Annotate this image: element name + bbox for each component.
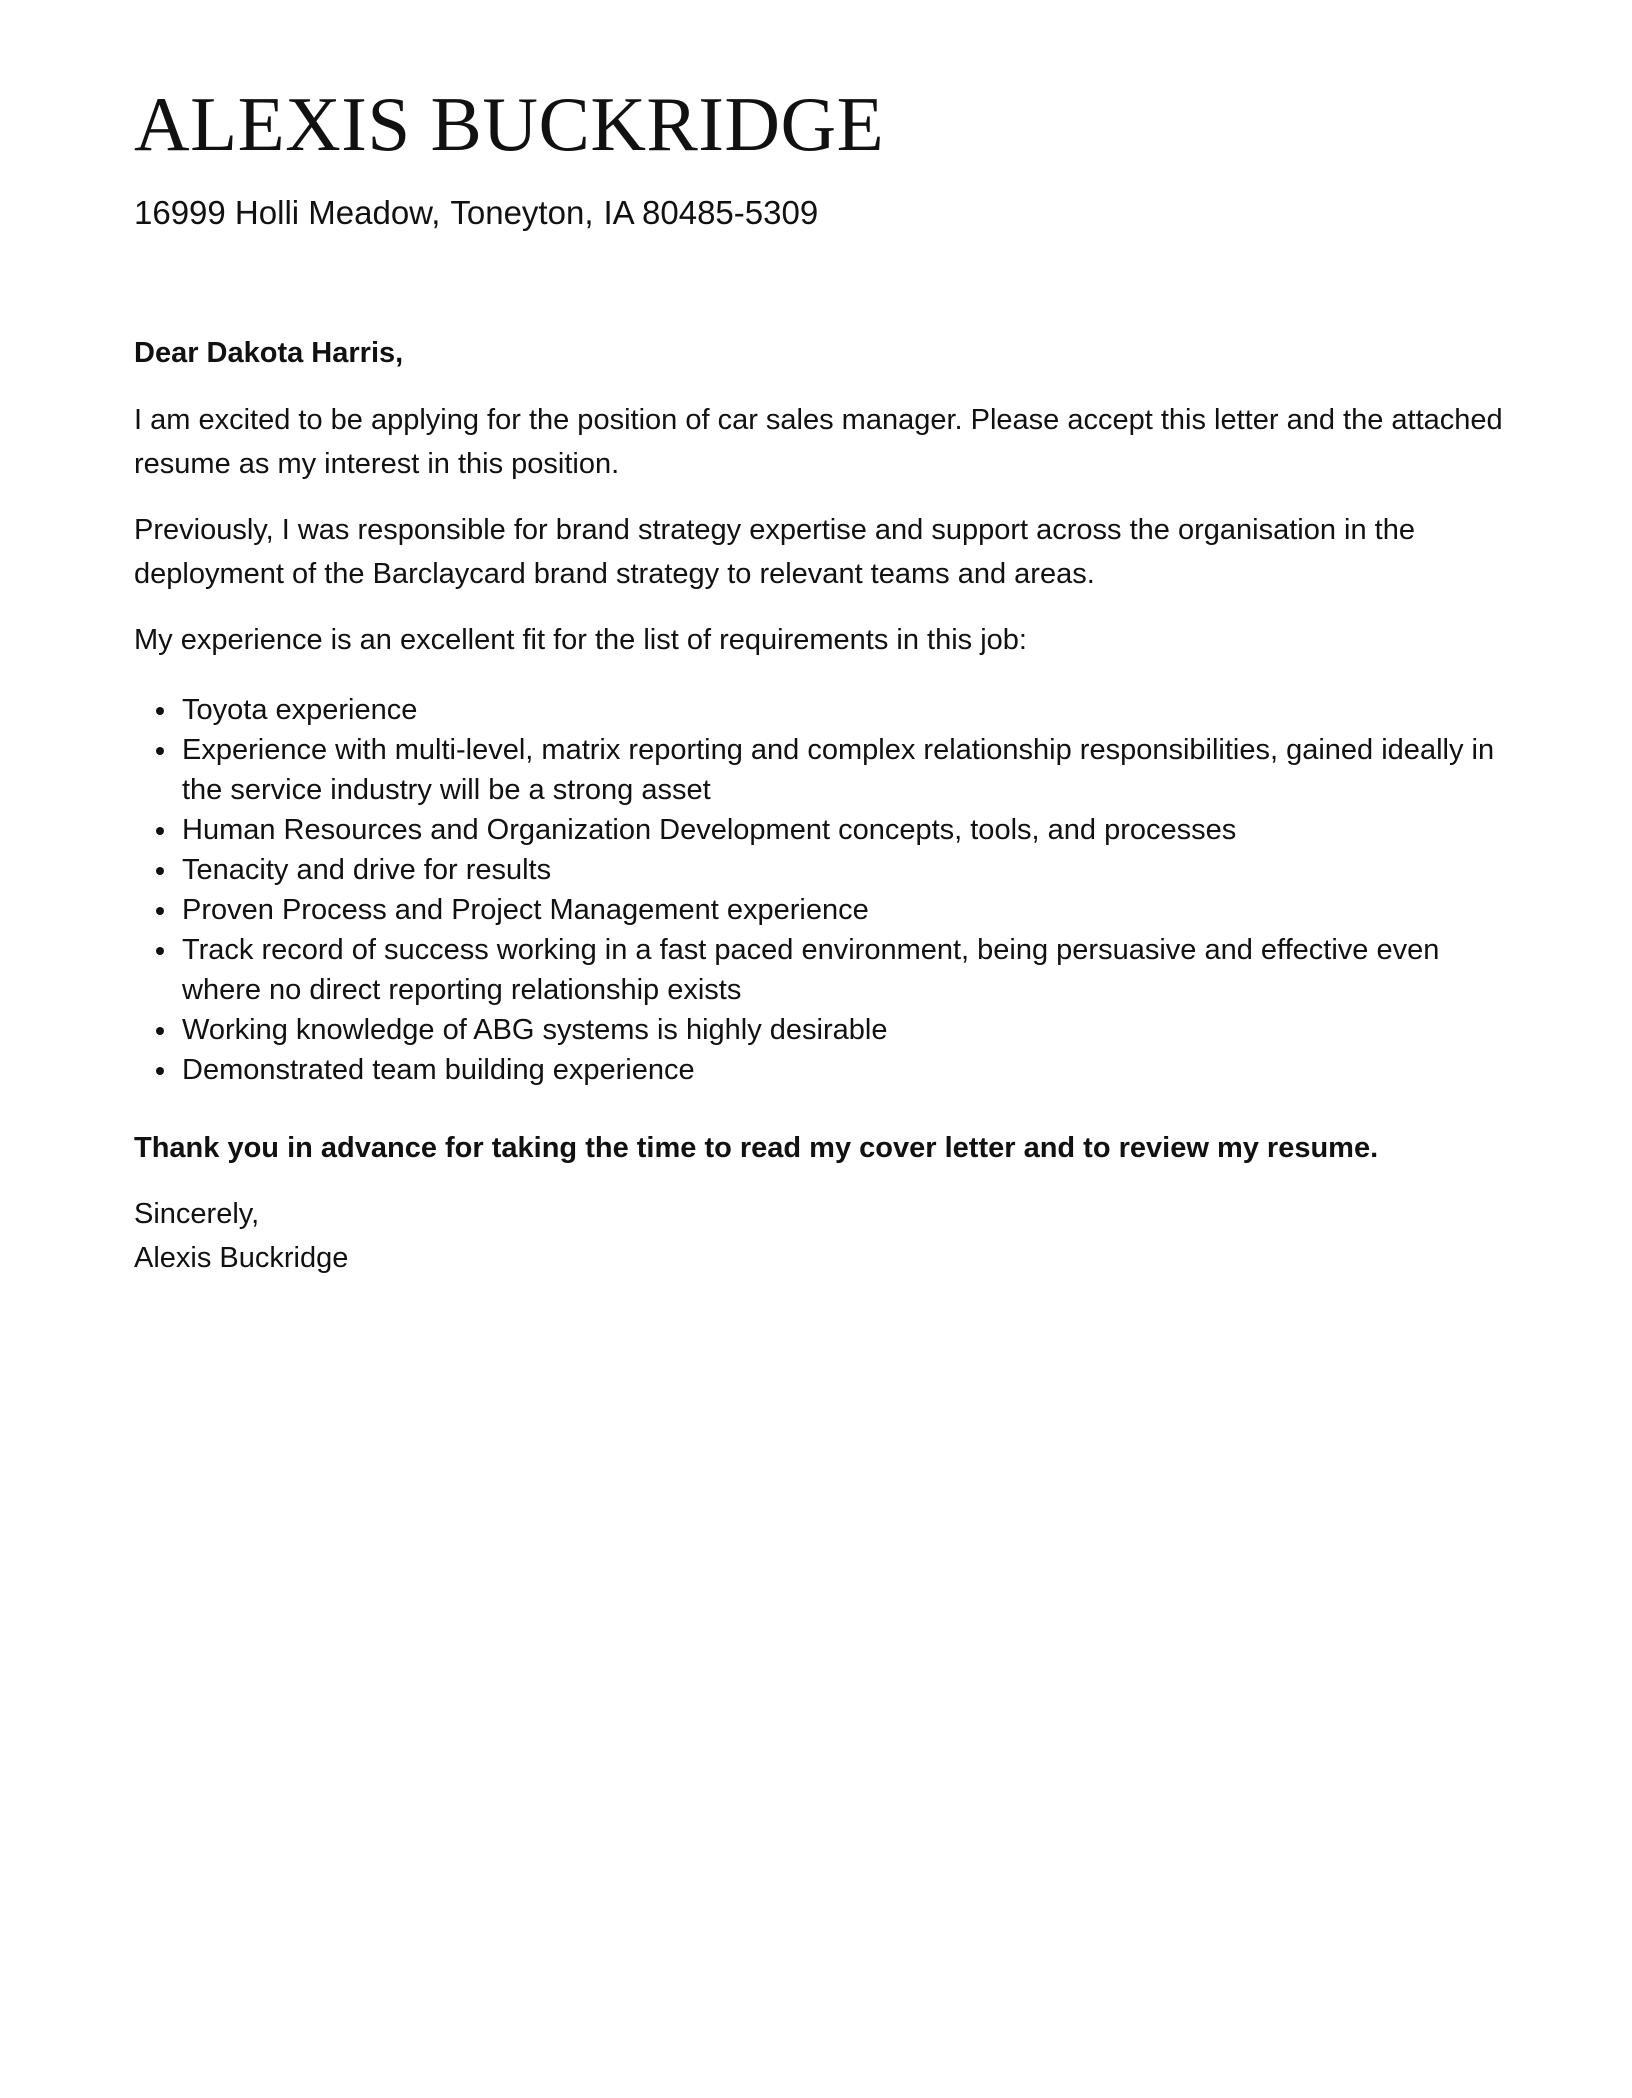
- list-item: [134, 690, 1504, 730]
- list-item-text: Toyota experience: [182, 694, 418, 727]
- cover-letter-page: [134, 81, 1504, 1280]
- list-item: [134, 1050, 1504, 1090]
- bullet-icon: [156, 867, 164, 875]
- address-city: Toneyton: [450, 194, 585, 231]
- bullet-icon: [156, 1067, 164, 1075]
- bullet-icon: [156, 907, 164, 915]
- list-item-text: Track record of success working in a fast paced environment, being persuasive and effective even where no direct reporting relationship exists: [182, 934, 1440, 1007]
- list-item-text: Proven Process and Project Management experience: [182, 894, 869, 927]
- list-item: [134, 850, 1504, 890]
- letter-greeting: Dear Dakota Harris,: [134, 336, 404, 369]
- address-region-zip: IA 80485-5309: [603, 194, 819, 231]
- address-separator: ,: [431, 194, 441, 231]
- list-item: [134, 730, 1504, 810]
- experience-paragraph: Previously, I was responsible for brand strategy expertise and support across the organisation in the deployment of the Barclaycard brand strategy to relevant teams and areas.: [134, 514, 1415, 591]
- closing-statement: Thank you in advance for taking the time to read my cover letter and to review my resume.: [134, 1132, 1379, 1165]
- bullet-icon: [156, 947, 164, 955]
- list-item-text: Experience with multi-level, matrix reporting and complex relationship responsibilities, gained ideally in the service industry will be a strong asset: [182, 734, 1495, 807]
- bullet-icon: [156, 827, 164, 835]
- signoff-block: [134, 1192, 1504, 1280]
- list-item-text: Demonstrated team building experience: [182, 1054, 695, 1087]
- applicant-name: ALEXIS BUCKRIDGE: [134, 81, 885, 167]
- list-item: [134, 810, 1504, 850]
- list-item-text: Working knowledge of ABG systems is highly desirable: [182, 1014, 888, 1047]
- list-item: [134, 930, 1504, 1010]
- list-item: [134, 890, 1504, 930]
- requirements-intro: My experience is an excellent fit for the list of requirements in this job:: [134, 624, 1027, 657]
- signoff-text: Sincerely,: [134, 1198, 260, 1231]
- requirements-list: [134, 690, 1504, 1090]
- list-item-text: Human Resources and Organization Development concepts, tools, and processes: [182, 814, 1237, 847]
- bullet-icon: [156, 747, 164, 755]
- bullet-icon: [156, 1027, 164, 1035]
- address-separator: ,: [584, 194, 594, 231]
- intro-paragraph: I am excited to be applying for the position of car sales manager. Please accept this letter and the attached resume as my interest in this position.: [134, 404, 1503, 481]
- list-item-text: Tenacity and drive for results: [182, 854, 552, 887]
- applicant-address: [134, 193, 1504, 233]
- list-item: [134, 1010, 1504, 1050]
- bullet-icon: [156, 707, 164, 715]
- address-street: 16999 Holli Meadow: [134, 194, 432, 231]
- signature-name: Alexis Buckridge: [134, 1242, 349, 1275]
